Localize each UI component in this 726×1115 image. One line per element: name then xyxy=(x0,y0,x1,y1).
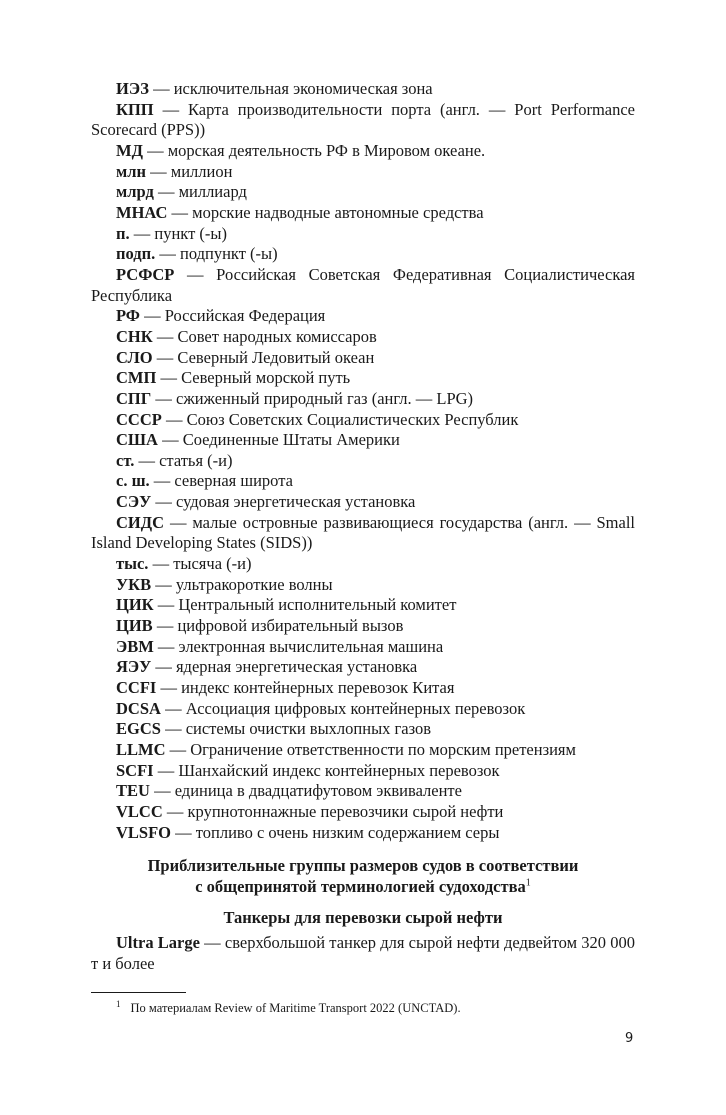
abbreviation-definition: — крупнотоннажные перевозчики сырой нефти xyxy=(162,801,504,821)
abbreviation-term: МД xyxy=(116,140,143,160)
abbreviation-definition: — Центральный исполнительный комитет xyxy=(153,595,457,615)
abbreviation-definition: — электронная вычислительная машина xyxy=(153,636,444,656)
footnote-reference[interactable]: 1 xyxy=(525,877,531,889)
abbreviation-definition: — Ограничение ответственности по морским претензиям xyxy=(165,740,576,759)
abbreviation-definition: — цифровой избирательный вызов xyxy=(152,616,404,636)
abbreviation-term: ст. xyxy=(116,450,135,470)
abbreviation-term: млрд xyxy=(116,182,154,202)
abbreviation-definition: — индекс контейнерных перевозок Китая xyxy=(156,678,455,698)
abbreviation-term: подп. xyxy=(116,244,156,264)
abbreviation-term: СЛО xyxy=(116,347,153,367)
abbreviation-definition: — подпункт (-ы) xyxy=(155,244,278,264)
abbreviation-term: РСФСР xyxy=(116,264,175,284)
abbreviation-term: CCFI xyxy=(116,678,157,698)
abbreviation-entry xyxy=(91,471,635,492)
abbreviation-entry xyxy=(91,657,635,678)
abbreviation-definition: — судовая энергетическая установка xyxy=(151,492,416,512)
abbreviation-term: ИЭЗ xyxy=(116,79,149,98)
abbreviation-definition: — Северный морской путь xyxy=(156,368,351,388)
abbreviation-entry xyxy=(91,719,635,740)
section-subheading: Танкеры для перевозки сырой нефти xyxy=(223,908,503,928)
abbreviation-definition: — Соединенные Штаты Америки xyxy=(157,430,400,450)
abbreviation-term: ЦИВ xyxy=(116,616,153,636)
abbreviation-entry xyxy=(91,224,635,245)
abbreviation-entry xyxy=(91,595,635,616)
abbreviation-term: МНАС xyxy=(116,202,168,222)
abbreviation-entry xyxy=(91,554,635,575)
abbreviation-definition: — миллиард xyxy=(153,182,247,202)
abbreviation-term: с. ш. xyxy=(116,471,150,491)
abbreviation-entry xyxy=(91,244,635,265)
page-number: 9 xyxy=(625,1031,634,1046)
abbreviation-term: LLMC xyxy=(116,740,166,759)
abbreviation-definition: — ультракороткие волны xyxy=(151,574,333,594)
footnote-text: По материалам Review of Maritime Transport 2022 (UNCTAD). xyxy=(130,1001,461,1015)
abbreviation-term: ЭВМ xyxy=(116,636,154,656)
abbreviation-term: п. xyxy=(116,223,130,243)
abbreviation-entry xyxy=(91,781,635,802)
abbreviation-term: тыс. xyxy=(116,554,149,574)
abbreviation-term: TEU xyxy=(116,781,150,801)
abbreviation-entry xyxy=(91,348,635,369)
abbreviation-definition: — Шанхайский индекс контейнерных перевозок xyxy=(153,760,500,780)
abbreviation-entry xyxy=(91,513,635,554)
abbreviation-term: РФ xyxy=(116,306,140,326)
abbreviation-list xyxy=(91,79,635,843)
footnote-divider xyxy=(91,992,186,993)
abbreviation-entry xyxy=(91,492,635,513)
abbreviation-definition: — Северный Ледовитый океан xyxy=(152,347,375,367)
abbreviation-definition: — Ассоциация цифровых контейнерных перевозок xyxy=(160,698,526,718)
abbreviation-definition: — топливо с очень низким содержанием серы xyxy=(171,822,500,842)
abbreviation-term: СЭУ xyxy=(116,492,152,512)
abbreviation-entry xyxy=(91,637,635,658)
abbreviation-definition: — исключительная экономическая зона xyxy=(148,79,433,98)
abbreviation-definition: — Российская Советская Федеративная Социалистическая Республика xyxy=(91,264,635,305)
abbreviation-entry xyxy=(91,451,635,472)
abbreviation-definition: — пункт (-ы) xyxy=(129,223,228,243)
abbreviation-term: EGCS xyxy=(116,719,161,739)
abbreviation-definition: — северная широта xyxy=(149,471,293,491)
abbreviation-definition: — тысяча (-и) xyxy=(148,554,252,574)
footnote-marker: 1 xyxy=(116,998,121,1009)
page-body xyxy=(91,79,635,974)
abbreviation-definition: — Союз Советских Социалистических Республик xyxy=(161,409,519,429)
abbreviation-definition: — сжиженный природный газ (англ. — LPG) xyxy=(151,388,474,408)
abbreviation-entry xyxy=(91,802,635,823)
abbreviation-entry xyxy=(91,327,635,348)
paragraph-term: Ultra Large xyxy=(116,933,200,953)
abbreviation-entry xyxy=(91,699,635,720)
abbreviation-term: США xyxy=(116,430,158,450)
abbreviation-term: VLCC xyxy=(116,801,163,821)
abbreviation-definition: — статья (-и) xyxy=(134,450,233,470)
abbreviation-term: СНК xyxy=(116,326,153,346)
abbreviation-term: ЦИК xyxy=(116,595,154,615)
abbreviation-definition: — морская деятельность РФ в Мировом океане. xyxy=(142,140,486,160)
abbreviation-definition: — ядерная энергетическая установка xyxy=(151,657,418,677)
abbreviation-definition: — малые островные развивающиеся государства (англ. — Small Island Developing States (SIDS)) xyxy=(91,512,635,553)
abbreviation-definition: — миллион xyxy=(146,161,233,181)
footnote xyxy=(116,1000,461,1016)
abbreviation-entry xyxy=(91,306,635,327)
abbreviation-entry xyxy=(91,823,635,844)
abbreviation-definition: — морские надводные автономные средства xyxy=(167,202,484,222)
abbreviation-term: СМП xyxy=(116,368,157,388)
abbreviation-term: СИДС xyxy=(116,512,165,532)
abbreviation-definition: — системы очистки выхлопных газов xyxy=(160,719,432,739)
abbreviation-entry xyxy=(91,368,635,389)
abbreviation-entry xyxy=(91,389,635,410)
abbreviation-definition: — единица в двадцатифутовом эквиваленте xyxy=(149,781,462,801)
abbreviation-entry xyxy=(91,79,635,100)
abbreviation-definition: — Российская Федерация xyxy=(139,306,326,326)
abbreviation-term: УКВ xyxy=(116,574,152,594)
abbreviation-entry xyxy=(91,678,635,699)
abbreviation-term: КПП xyxy=(116,99,154,119)
section-heading xyxy=(91,856,635,897)
abbreviation-entry xyxy=(91,761,635,782)
abbreviation-entry xyxy=(91,100,635,141)
abbreviation-entry xyxy=(91,141,635,162)
abbreviation-term: VLSFO xyxy=(116,822,172,842)
abbreviation-entry xyxy=(91,265,635,306)
section-heading-line1: Приблизительные группы размеров судов в соответствии xyxy=(147,856,579,876)
abbreviation-entry xyxy=(91,616,635,637)
abbreviation-entry xyxy=(91,162,635,183)
abbreviation-entry xyxy=(91,203,635,224)
definition-paragraph xyxy=(91,933,635,974)
abbreviation-entry xyxy=(91,182,635,203)
paragraph-text: — сверхбольшой танкер для сырой нефти дедвейтом 320 000 т и более xyxy=(91,933,635,973)
abbreviation-term: ЯЭУ xyxy=(116,657,152,677)
abbreviation-term: DCSA xyxy=(116,698,161,718)
abbreviation-term: млн xyxy=(116,161,147,181)
abbreviation-definition: — Карта производительности порта (англ. — Port Performance Scorecard (PPS)) xyxy=(91,99,635,140)
abbreviation-entry xyxy=(91,575,635,596)
abbreviation-entry xyxy=(91,740,635,761)
section-heading-line2: с общепринятой терминологией судоходства xyxy=(195,876,526,896)
abbreviation-term: СССР xyxy=(116,409,162,429)
abbreviation-term: SCFI xyxy=(116,760,154,780)
abbreviation-entry xyxy=(91,410,635,431)
abbreviation-entry xyxy=(91,430,635,451)
abbreviation-term: СПГ xyxy=(116,388,152,408)
abbreviation-definition: — Совет народных комиссаров xyxy=(152,326,377,346)
